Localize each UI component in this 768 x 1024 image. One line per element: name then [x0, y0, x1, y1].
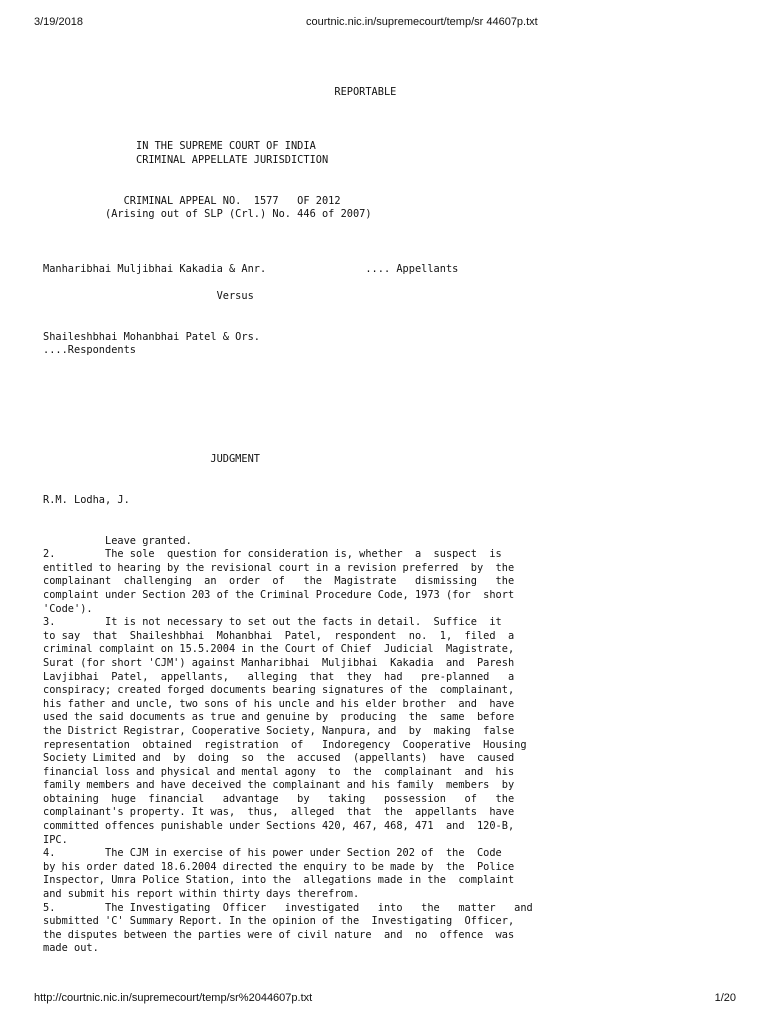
text-line: to say that Shaileshbhai Mohanbhai Patel, respondent no. 1, filed a — [43, 629, 515, 642]
text-line: Surat (for short 'CJM') against Manharibhai Muljibhai Kakadia and Paresh — [43, 656, 515, 669]
text-line: used the said documents as true and genuine by producing the same before — [43, 711, 515, 724]
text-line: the disputes between the parties were of civil nature and no offence was — [43, 928, 515, 941]
text-line: 3. It is not necessary to set out the facts in detail. Suffice it — [43, 616, 502, 629]
text-line: entitled to hearing by the revisional court in a revision preferred by the — [43, 561, 515, 574]
text-line: Versus — [43, 289, 254, 302]
text-line — [43, 358, 533, 372]
text-line: complainant's property. It was, thus, alleged that the appellants have — [43, 806, 515, 819]
text-line — [43, 507, 533, 521]
text-line: 'Code'). — [43, 602, 93, 615]
text-line: R.M. Lodha, J. — [43, 493, 130, 506]
text-line: by his order dated 18.6.2004 directed the enquiry to be made by the Police — [43, 860, 515, 873]
text-line: REPORTABLE — [43, 86, 397, 98]
text-line — [43, 236, 533, 250]
text-line: 2. The sole question for consideration is, whether a suspect is — [43, 548, 502, 561]
page-number: 1/20 — [714, 992, 736, 1004]
print-header-url: courtnic.nic.in/supremecourt/temp/sr 44607p.txt — [306, 16, 538, 28]
text-line: CRIMINAL APPELLATE JURISDICTION — [43, 153, 329, 166]
text-line: and submit his report within thirty days therefrom. — [43, 888, 360, 901]
text-line: his father and uncle, two sons of his uncle and his elder brother and have — [43, 697, 515, 710]
text-line: conspiracy; created forged documents bearing signatures of the complainant, — [43, 684, 515, 697]
text-line: complainant challenging an order of the Magistrate dismissing the — [43, 575, 515, 588]
text-line — [43, 439, 533, 453]
text-line: ....Respondents — [43, 344, 136, 357]
text-line: Lavjibhai Patel, appellants, alleging that they had pre-planned a — [43, 670, 515, 683]
text-line — [43, 181, 533, 195]
text-line — [43, 127, 533, 141]
text-line — [43, 249, 533, 263]
text-line — [43, 317, 533, 331]
text-line: Society Limited and by doing so the accused (appellants) have caused — [43, 752, 515, 765]
print-footer-url: http://courtnic.nic.in/supremecourt/temp/sr%2044607p.txt — [34, 992, 313, 1004]
text-line: complaint under Section 203 of the Criminal Procedure Code, 1973 (for short — [43, 588, 515, 601]
text-line — [43, 304, 533, 318]
text-line — [43, 467, 533, 481]
print-footer — [0, 992, 768, 1008]
text-line: made out. — [43, 942, 99, 955]
print-date: 3/19/2018 — [34, 16, 83, 28]
judgment-text — [43, 86, 533, 956]
text-line — [43, 168, 533, 182]
text-line: IN THE SUPREME COURT OF INDIA — [43, 140, 316, 153]
text-line: criminal complaint on 15.5.2004 in the Court of Chief Judicial Magistrate, — [43, 643, 515, 656]
text-line — [43, 412, 533, 426]
text-line — [43, 480, 533, 494]
text-line: submitted 'C' Summary Report. In the opinion of the Investigating Officer, — [43, 915, 515, 928]
text-line: Manharibhai Muljibhai Kakadia & Anr. .... Appellants — [43, 262, 459, 275]
text-line: IPC. — [43, 833, 68, 846]
text-line — [43, 100, 533, 114]
text-line: Inspector, Umra Police Station, into the allegations made in the complaint — [43, 874, 515, 887]
print-header — [0, 16, 768, 32]
text-line — [43, 521, 533, 535]
text-line: obtaining huge financial advantage by taking possession of the — [43, 792, 515, 805]
text-line — [43, 371, 533, 385]
text-line: family members and have deceived the complainant and his family members by — [43, 779, 515, 792]
text-line: the District Registrar, Cooperative Society, Nanpura, and by making false — [43, 724, 515, 737]
text-line: 5. The Investigating Officer investigated into the matter and — [43, 901, 533, 914]
text-line: JUDGMENT — [43, 453, 260, 466]
text-line — [43, 385, 533, 399]
text-line — [43, 276, 533, 290]
text-line: financial loss and physical and mental agony to the complainant and his — [43, 765, 515, 778]
text-line: (Arising out of SLP (Crl.) No. 446 of 2007) — [43, 208, 372, 221]
text-line — [43, 222, 533, 236]
text-line — [43, 426, 533, 440]
text-line — [43, 399, 533, 413]
text-line: committed offences punishable under Sections 420, 467, 468, 471 and 120-B, — [43, 820, 515, 833]
text-line: Leave granted. — [43, 534, 192, 547]
text-line: representation obtained registration of Indoregency Cooperative Housing — [43, 738, 527, 751]
text-line: 4. The CJM in exercise of his power under Section 202 of the Code — [43, 847, 502, 860]
text-line — [43, 113, 533, 127]
text-line: CRIMINAL APPEAL NO. 1577 OF 2012 — [43, 194, 341, 207]
text-line: Shaileshbhai Mohanbhai Patel & Ors. — [43, 330, 260, 343]
